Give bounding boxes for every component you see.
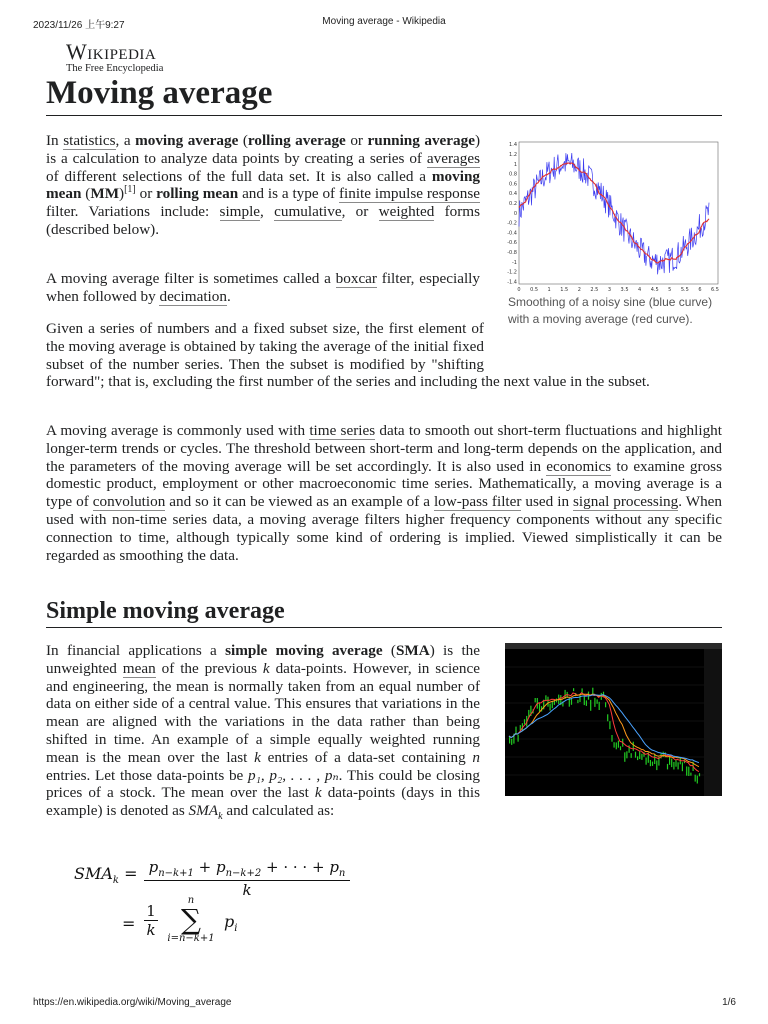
price-candle	[577, 700, 578, 703]
text: . When used with non-time series data, a moving average filters higher frequency components without any specific connection to time, although typically some kind of ordering is implied. Viewed simplistically it can be regarded as smoothing the data.	[46, 493, 722, 564]
sma-formula	[74, 858, 374, 950]
y-tick-label: -0.4	[507, 230, 517, 237]
wikipedia-logo[interactable]	[66, 40, 163, 75]
text: A moving average is commonly used with	[46, 422, 310, 439]
bold-term: SMA	[395, 642, 430, 659]
price-candle	[626, 751, 627, 758]
price-candle	[547, 697, 548, 707]
bold-term: running average	[367, 132, 475, 149]
chart-title-bar	[505, 643, 722, 649]
text: (	[81, 185, 91, 203]
price-candle	[671, 759, 672, 768]
text: .	[226, 287, 231, 305]
price-candle	[654, 754, 655, 764]
text: of different selections of the full data set. It is also called a	[46, 167, 432, 185]
x-tick-label: 0.5	[530, 287, 539, 293]
price-candle	[607, 714, 608, 721]
formula-sum-lower: i=n−k+1	[167, 933, 215, 944]
y-tick-label: 0.4	[509, 191, 517, 198]
link-decimation[interactable]: decimation	[159, 287, 227, 305]
price-candle	[624, 752, 625, 762]
figure-1-caption: Smoothing of a noisy sine (blue curve) with a moving average (red curve).	[508, 295, 713, 327]
link-boxcar[interactable]: boxcar	[335, 270, 377, 287]
price-candle	[633, 742, 634, 751]
print-page-title: Moving average - Wikipedia	[322, 16, 446, 27]
formula-p-sub: n−k+1	[158, 868, 194, 879]
price-candle	[605, 702, 606, 707]
summation-symbol: ∑	[181, 903, 201, 936]
formula-p-sub: n−k+2	[225, 868, 262, 879]
price-candle	[675, 760, 676, 766]
link-simple[interactable]: simple	[219, 203, 261, 221]
link-time-series[interactable]: time series	[309, 422, 376, 439]
formula-fraction-2	[144, 902, 158, 939]
text: (	[238, 132, 248, 149]
price-candle	[690, 773, 691, 776]
price-candle	[688, 767, 689, 776]
intro-paragraph-3	[46, 320, 722, 391]
price-candle	[641, 754, 642, 760]
intro-paragraph-1	[46, 132, 480, 239]
math-var-k: k	[254, 748, 261, 766]
y-tick-label: 1	[513, 161, 517, 168]
y-tick-label: -1.4	[507, 279, 517, 286]
formula-plus: +	[198, 858, 212, 876]
price-candle	[573, 688, 574, 691]
text: , or	[341, 203, 379, 221]
logo-tagline: The Free Encyclopedia	[66, 63, 164, 74]
y-tick-label: 1.2	[509, 152, 517, 159]
price-candle	[597, 699, 598, 703]
text: filter. Variations include:	[46, 203, 220, 221]
print-header	[0, 16, 768, 30]
x-tick-label: 5	[668, 287, 672, 293]
link-statistics[interactable]: statistics	[63, 132, 116, 149]
math-sma-subscript: k	[218, 811, 223, 823]
price-candle	[614, 742, 615, 747]
link-economics[interactable]: economics	[546, 457, 612, 475]
formula-one: 1	[144, 902, 158, 921]
logo-wordmark: Wikipedia	[66, 39, 157, 64]
print-footer	[0, 997, 768, 1011]
bold-term: simple moving average	[225, 642, 383, 659]
text: ) is a calculation to analyze data points by creating a series of	[46, 132, 481, 167]
y-tick-label: 0.8	[509, 171, 517, 178]
text: data-points. However, in science and engineering, the mean is normally taken from an equal number of data on either side of a central value. This ensures that variations in the mean are aligned with the variations in the data rather than being shifted in time. An example of a simple equally weighted running mean is the mean over the last	[46, 659, 480, 766]
formula-lhs	[74, 864, 137, 886]
price-candle	[524, 719, 525, 724]
text: , a	[115, 132, 136, 149]
math-sma-base: SMA	[188, 802, 219, 820]
price-candle	[518, 735, 519, 742]
text: In	[46, 132, 64, 149]
x-tick-label: 4	[638, 287, 642, 293]
price-candle	[609, 721, 610, 729]
print-page-number: 1/6	[722, 997, 736, 1008]
price-candle	[682, 762, 683, 771]
link-cumulative[interactable]: cumulative	[274, 203, 342, 221]
formula-p: p	[148, 858, 159, 876]
price-candle	[667, 764, 668, 770]
y-tick-label: -0.8	[507, 249, 517, 256]
price-candle	[599, 702, 600, 710]
intro-paragraph-2	[46, 270, 480, 306]
text: filter, especially when followed by	[46, 270, 480, 305]
text: ) is the unweighted	[46, 642, 481, 677]
text: or	[345, 132, 368, 149]
text: used in	[521, 493, 574, 511]
x-tick-label: 3	[607, 287, 612, 293]
formula-numerator	[144, 858, 350, 881]
link-convolution[interactable]: convolution	[92, 493, 166, 511]
bold-term: moving mean	[46, 167, 480, 203]
price-candle	[620, 746, 621, 750]
section-heading-simple-moving-average: Simple moving average	[46, 596, 722, 628]
price-candle	[539, 703, 540, 712]
price-candle	[594, 698, 595, 707]
price-candle	[639, 751, 640, 759]
y-tick-label: 0.6	[509, 181, 517, 188]
x-tick-label: 2.5	[590, 287, 599, 293]
formula-k: k	[146, 921, 156, 939]
bold-term: rolling average	[247, 132, 346, 149]
text: data-points (days in this example) is denoted as	[46, 784, 481, 820]
reference-1-link[interactable]: [1]	[124, 184, 136, 196]
formula-plus-dots: + · · · +	[266, 858, 325, 876]
math-var-n: n	[472, 748, 480, 766]
y-tick-label: -0.2	[507, 220, 517, 227]
text: or	[135, 185, 157, 203]
bold-term: MM	[90, 185, 120, 203]
price-candle	[695, 775, 696, 782]
price-candle	[697, 776, 698, 784]
bold-term: moving average	[135, 132, 239, 149]
price-candle	[584, 696, 585, 706]
price-candle	[650, 760, 651, 766]
y-tick-label: 0.2	[509, 201, 517, 208]
price-candle	[616, 742, 617, 749]
y-tick-label: 1.4	[509, 142, 517, 149]
text: In financial applications a	[46, 642, 226, 659]
price-candle	[552, 701, 553, 708]
price-candle	[678, 762, 679, 769]
price-candle	[571, 698, 572, 705]
y-tick-label: -1	[512, 259, 517, 266]
formula-equals: =	[122, 914, 136, 933]
price-candle	[637, 756, 638, 760]
price-candle	[550, 704, 551, 711]
link-signal-processing[interactable]: signal processing	[573, 493, 679, 511]
x-tick-label: 2	[577, 287, 581, 293]
y-tick-label: -1.2	[507, 269, 517, 276]
price-candle	[656, 760, 657, 770]
y-tick-label: -0.6	[507, 240, 517, 247]
formula-p-sub: n	[338, 868, 346, 879]
stock-price-sma-chart[interactable]	[505, 643, 722, 796]
formula-p: p	[329, 858, 339, 876]
y-tick-label: 0	[513, 210, 517, 217]
math-sequence: p₁, p₂, . . . , pₙ	[248, 766, 339, 784]
formula-sum-upper: n	[187, 895, 195, 906]
formula-p: p	[216, 858, 226, 876]
price-candle	[579, 695, 580, 703]
text: and calculated as:	[222, 802, 335, 820]
price-candle	[673, 762, 674, 770]
text: to examine gross domestic product, employment or other macroeconomic time series. Mathematically, a moving average is a type of	[46, 457, 722, 511]
x-tick-label: 5.5	[680, 287, 689, 293]
bold-term: rolling mean	[156, 185, 239, 203]
text: of the previous	[155, 659, 263, 677]
formula-term	[224, 912, 237, 934]
text: forms (described below).	[46, 203, 481, 238]
link-finite-impulse-response[interactable]: finite impulse response	[338, 185, 480, 203]
x-tick-label: 1	[547, 287, 551, 293]
price-candle	[535, 698, 536, 702]
x-tick-label: 6	[698, 287, 702, 293]
text: A moving average filter is sometimes called a	[46, 270, 336, 287]
text: Given a series of numbers and a fixed subset size, the first element of the moving average is obtained by taking the average of the initial fixed subset of the number series. Then the subset is modified by "shifting forward"; that is, excluding the first number of the series and including the next value in the subset.	[46, 320, 650, 391]
math-var-k: k	[314, 784, 322, 802]
price-candle	[635, 752, 636, 758]
text: and is a type of	[238, 185, 339, 203]
print-url: https://en.wikipedia.org/wiki/Moving_average	[33, 997, 232, 1008]
formula-p: p	[224, 912, 235, 931]
text: )	[119, 185, 125, 203]
formula-k: k	[242, 881, 252, 899]
formula-lhs-base: SMA	[74, 864, 113, 883]
formula-lhs-sub: k	[112, 875, 119, 887]
link-averages[interactable]: averages	[426, 149, 480, 167]
formula-summation	[160, 896, 222, 944]
price-candle	[652, 762, 653, 766]
price-candle	[590, 700, 591, 711]
link-weighted[interactable]: weighted	[378, 203, 435, 221]
noisy-sine-smoothing-plot[interactable]	[504, 140, 722, 296]
price-candle	[611, 735, 612, 742]
x-tick-label: 1.5	[560, 287, 569, 293]
x-tick-label: 4.5	[650, 287, 659, 293]
formula-equals: =	[124, 864, 138, 883]
price-candle	[511, 739, 512, 745]
page-title: Moving average	[46, 72, 722, 116]
print-timestamp: 2023/11/26 上午9:27	[33, 20, 125, 31]
link-low-pass-filter[interactable]: low-pass filter	[433, 493, 522, 511]
text: and so it can be viewed as an example of a	[165, 493, 434, 511]
text: data to smooth out short-term fluctuations and highlight longer-term trends or cycles. The threshold between short-term and long-term depends on the application, and the parameters of the moving average will be set accordingly. It is also used in	[46, 422, 722, 475]
formula-line-2	[122, 914, 135, 933]
price-candle	[586, 700, 587, 706]
sma-paragraph	[46, 642, 480, 826]
formula-fraction-1	[144, 858, 350, 899]
price-candle	[699, 773, 700, 776]
link-mean[interactable]: mean	[122, 659, 156, 677]
price-axis	[704, 649, 722, 796]
price-candle	[646, 758, 647, 765]
text: entries. Let those data-points be	[46, 766, 249, 784]
text: . This could be closing prices of a stock. The mean over the last	[46, 766, 480, 802]
x-tick-label: 6.5	[711, 287, 719, 293]
price-candle	[631, 753, 632, 758]
text: entries of a data-set containing	[260, 748, 473, 766]
price-candle	[618, 741, 619, 748]
text: ,	[260, 203, 275, 221]
math-var-k: k	[262, 659, 270, 677]
x-tick-label: 3.5	[620, 287, 629, 293]
price-candle	[569, 697, 570, 707]
intro-paragraph-4	[46, 422, 722, 564]
text: (	[382, 642, 396, 659]
formula-p-sub: i	[234, 923, 238, 935]
price-candle	[686, 766, 687, 775]
x-tick-label: 0	[517, 287, 521, 293]
price-candle	[592, 688, 593, 695]
